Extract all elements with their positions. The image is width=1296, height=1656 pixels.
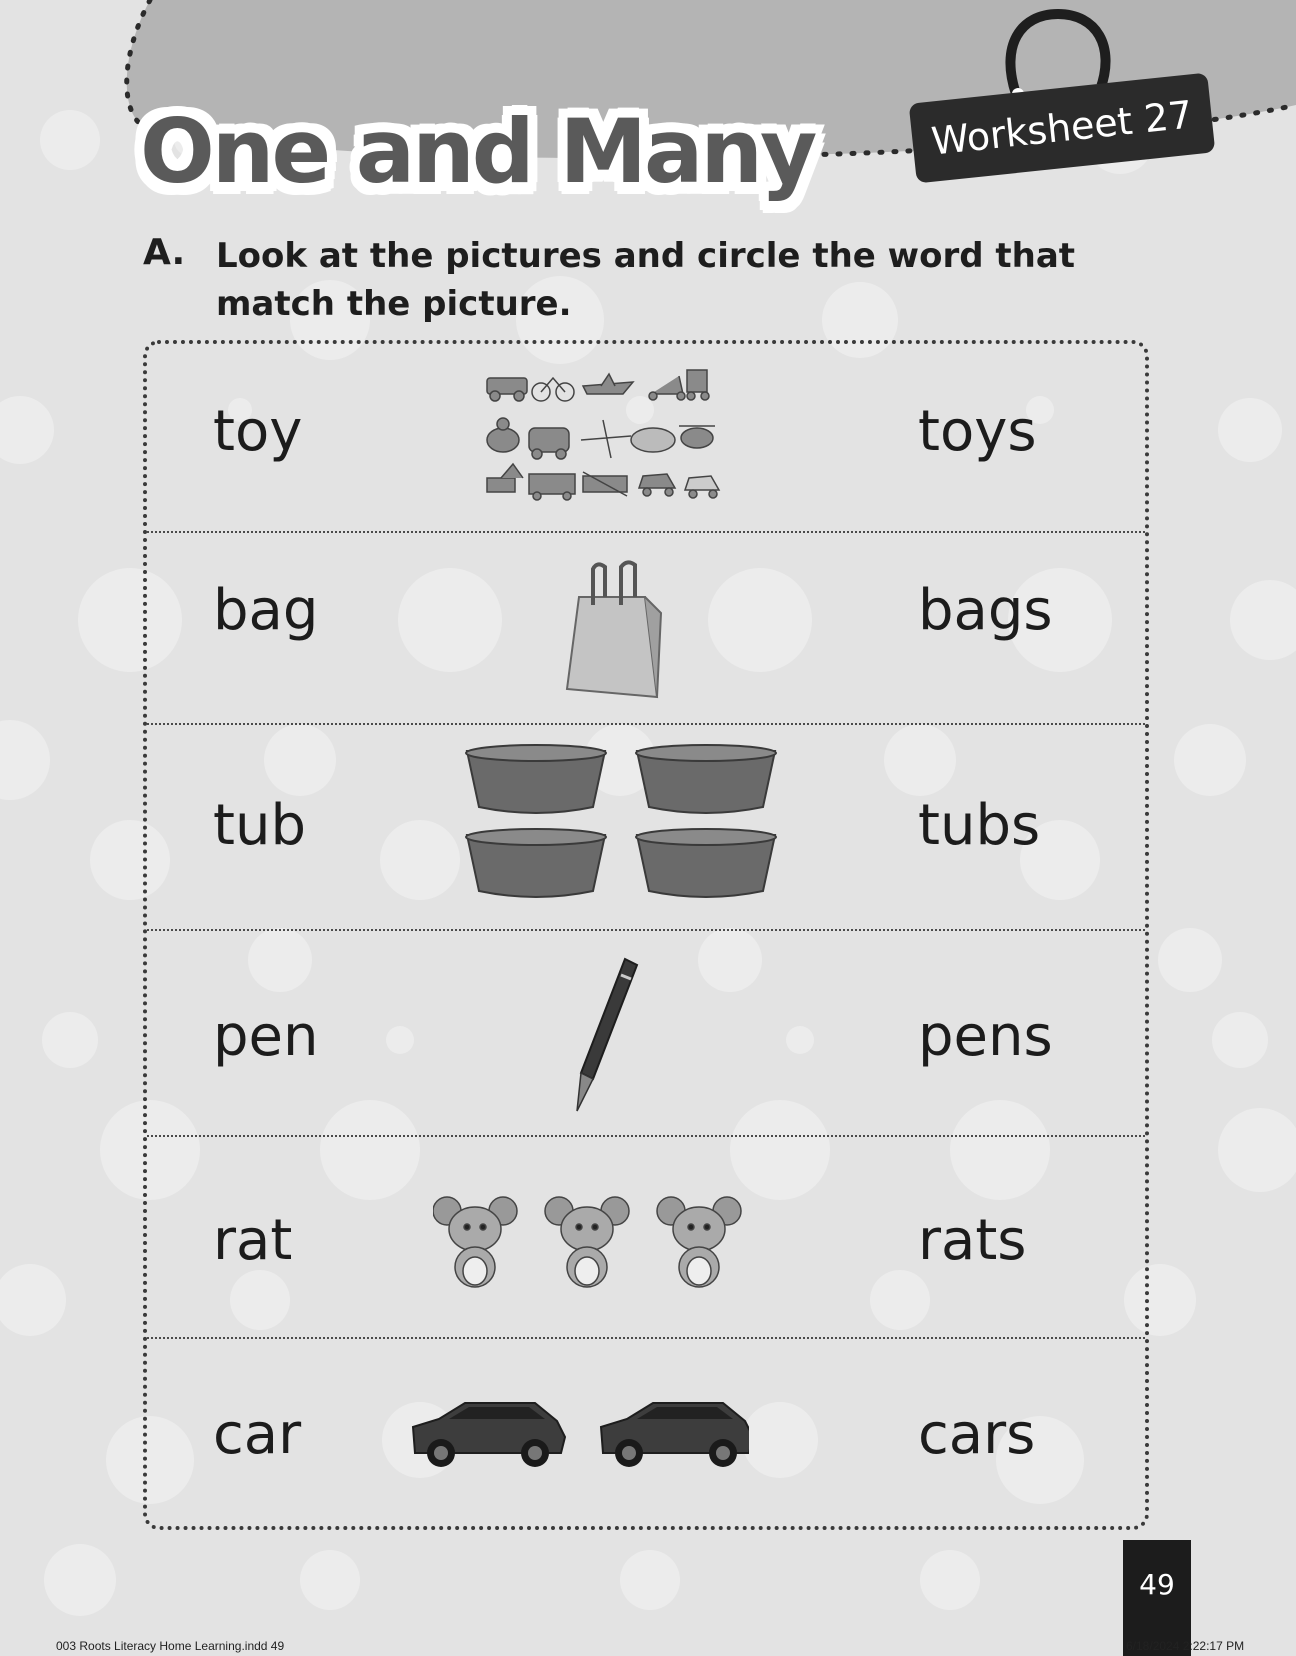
word-plural[interactable]: cars <box>918 1402 1036 1467</box>
many-toys-icon <box>483 366 723 504</box>
two-cars-icon <box>409 1397 749 1469</box>
section-letter: A. <box>143 232 186 273</box>
three-rats-icon <box>433 1191 753 1291</box>
print-footer-datetime: 6/18/2024 2:22:17 PM <box>1126 1639 1245 1653</box>
word-plural[interactable]: pens <box>918 1004 1053 1069</box>
word-plural[interactable]: tubs <box>918 793 1041 858</box>
row-rat <box>143 1135 1149 1337</box>
word-plural[interactable]: rats <box>918 1208 1027 1273</box>
word-singular[interactable]: rat <box>213 1208 293 1273</box>
instructions-line-2: match the picture. <box>216 284 572 324</box>
word-singular[interactable]: bag <box>213 578 319 643</box>
instructions-text <box>216 232 1116 328</box>
word-plural[interactable]: toys <box>918 399 1037 464</box>
fountain-pen-icon <box>553 955 643 1115</box>
paper-bag-icon <box>563 557 673 703</box>
four-tubs-icon <box>461 741 781 911</box>
row-bag <box>143 531 1149 723</box>
row-car <box>143 1337 1149 1530</box>
row-tub <box>143 723 1149 929</box>
word-singular[interactable]: tub <box>213 793 306 858</box>
row-toy <box>143 344 1149 531</box>
worksheet-title: One and Many <box>140 100 815 203</box>
page-number: 49 <box>1139 1568 1175 1601</box>
worksheet-number-label: Worksheet 27 <box>929 92 1195 164</box>
print-footer-file: 003 Roots Literacy Home Learning.indd 49 <box>56 1639 285 1653</box>
word-singular[interactable]: pen <box>213 1004 319 1069</box>
word-plural[interactable]: bags <box>918 578 1053 643</box>
row-pen <box>143 929 1149 1135</box>
instructions-line-1: Look at the pictures and circle the word that <box>216 236 1076 276</box>
word-singular[interactable]: toy <box>213 399 303 464</box>
word-singular[interactable]: car <box>213 1402 302 1467</box>
